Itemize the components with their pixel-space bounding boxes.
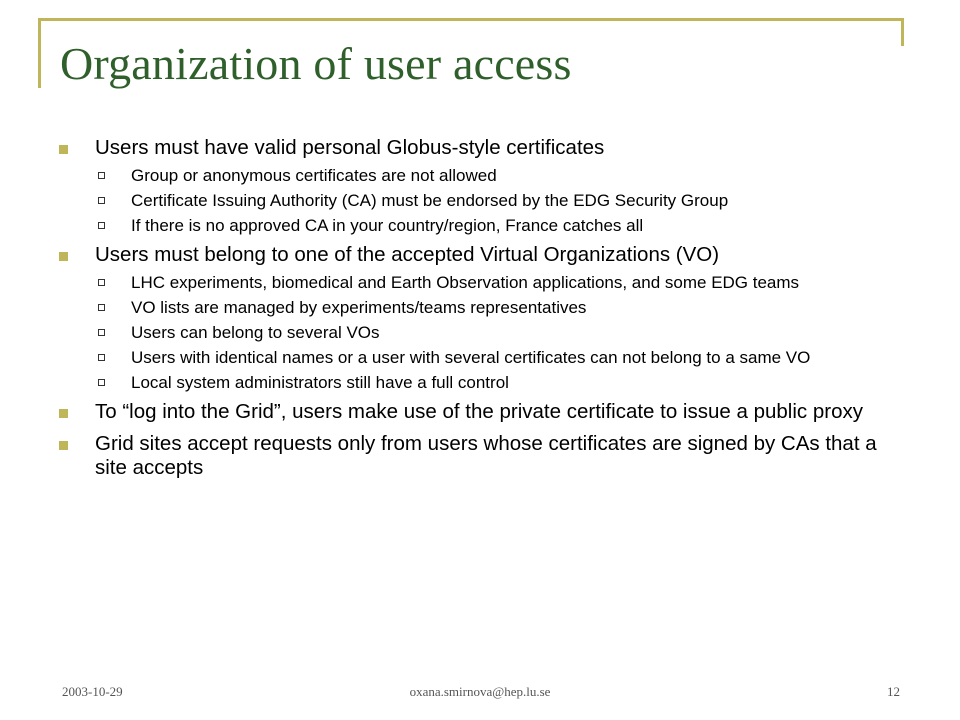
hollow-square-bullet-icon: [98, 279, 105, 286]
sub-bullet-text: Certificate Issuing Authority (CA) must be endorsed by the EDG Security Group: [131, 191, 729, 210]
sub-bullet-item: [58, 374, 908, 392]
footer-email: oxana.smirnova@hep.lu.se: [409, 684, 551, 699]
square-bullet-icon: [59, 441, 68, 450]
hollow-square-bullet-icon: [98, 197, 105, 204]
sub-bullet-text: Local system administrators still have a full control: [131, 373, 509, 392]
hollow-square-bullet-icon: [98, 379, 105, 386]
sub-bullet-item: [58, 192, 908, 210]
square-bullet-icon: [59, 252, 68, 261]
sub-bullet-item: [58, 299, 908, 317]
page-number: 12: [887, 684, 900, 699]
sub-bullet-item: [58, 167, 908, 185]
hollow-square-bullet-icon: [98, 329, 105, 336]
sub-bullet-list: [58, 167, 908, 235]
sub-bullet-text: If there is no approved CA in your country/region, France catches all: [131, 216, 644, 235]
sub-bullet-item: [58, 217, 908, 235]
bullet-item: [58, 400, 908, 424]
frame-right-line: [901, 18, 904, 46]
bullet-item: [58, 432, 908, 480]
bullet-text: Users must belong to one of the accepted Virtual Organizations (VO): [95, 243, 720, 266]
sub-bullet-list: [58, 274, 908, 392]
hollow-square-bullet-icon: [98, 304, 105, 311]
sub-bullet-text: LHC experiments, biomedical and Earth Observation applications, and some EDG teams: [131, 273, 800, 292]
frame-left-line: [38, 18, 41, 88]
hollow-square-bullet-icon: [98, 354, 105, 361]
sub-bullet-item: [58, 324, 908, 342]
bullet-item: [58, 136, 908, 160]
bullet-text: Grid sites accept requests only from users whose certificates are signed by CAs that a site accepts: [95, 432, 877, 479]
bullet-text: To “log into the Grid”, users make use of the private certificate to issue a public proxy: [95, 400, 863, 423]
square-bullet-icon: [59, 409, 68, 418]
hollow-square-bullet-icon: [98, 222, 105, 229]
footer-date: 2003-10-29: [62, 684, 123, 699]
bullet-item: [58, 243, 908, 267]
slide-title: Organization of user access: [60, 38, 572, 89]
sub-bullet-item: [58, 349, 908, 367]
sub-bullet-item: [58, 274, 908, 292]
sub-bullet-text: VO lists are managed by experiments/teams representatives: [131, 298, 587, 317]
bullet-text: Users must have valid personal Globus-style certificates: [95, 136, 605, 159]
hollow-square-bullet-icon: [98, 172, 105, 179]
sub-bullet-text: Users with identical names or a user with several certificates can not belong to a same VO: [131, 348, 811, 367]
sub-bullet-text: Group or anonymous certificates are not allowed: [131, 166, 497, 185]
sub-bullet-text: Users can belong to several VOs: [131, 323, 380, 342]
frame-top-line: [38, 18, 904, 21]
bullet-list: [58, 136, 908, 480]
square-bullet-icon: [59, 145, 68, 154]
